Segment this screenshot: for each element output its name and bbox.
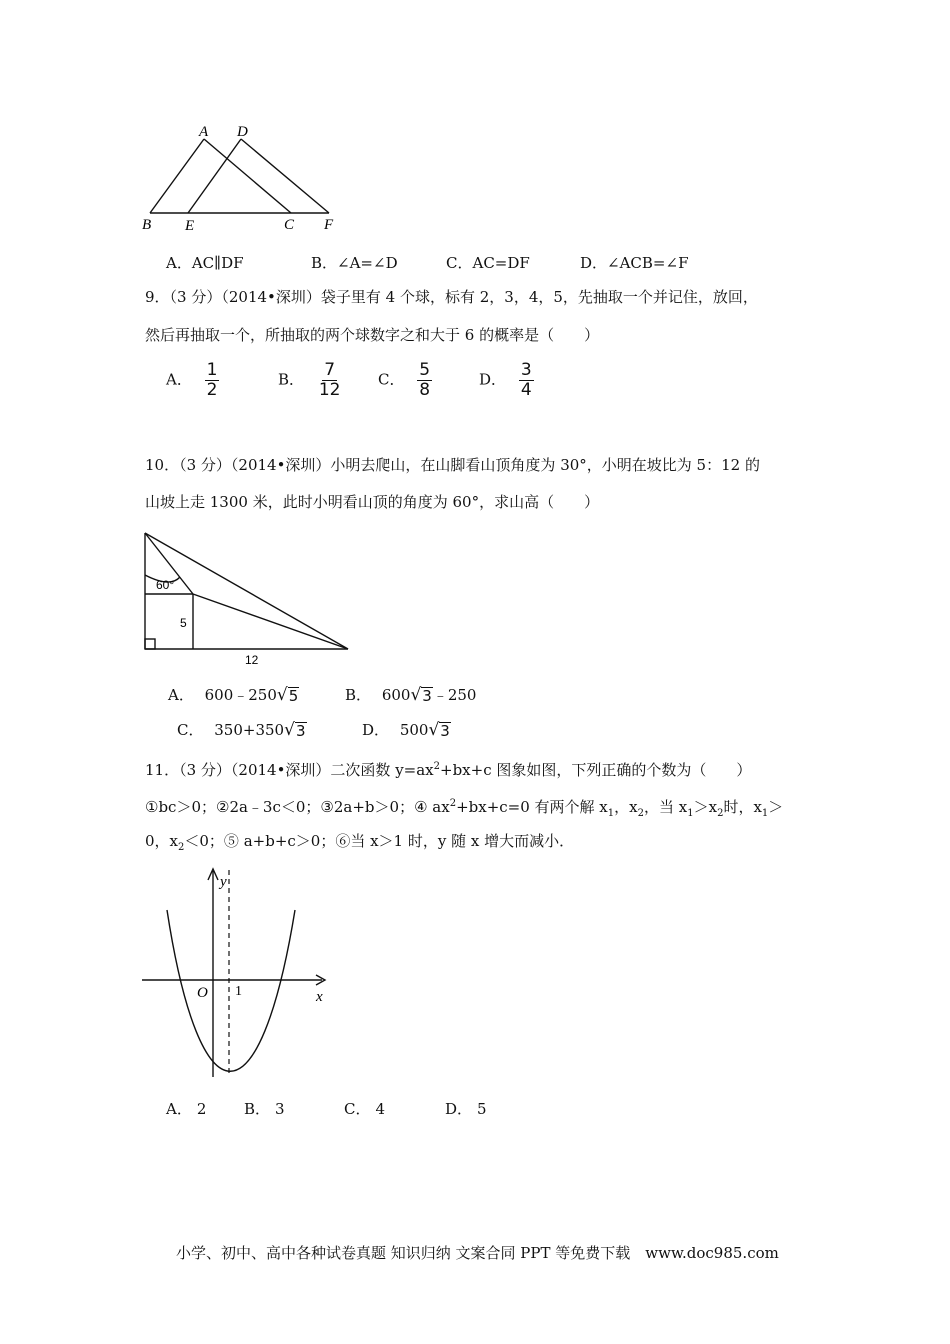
option-prefix: 500 xyxy=(399,721,429,739)
option-letter: A． xyxy=(166,1100,192,1118)
option-letter: C． xyxy=(378,370,405,389)
option-letter: A． xyxy=(166,370,192,389)
q9-line2: 然后再抽取一个，所抽取的两个球数字之和大于 6 的概率是（ ） xyxy=(145,326,600,344)
q9-option-a[interactable] xyxy=(166,361,219,400)
q8-option-d[interactable] xyxy=(580,253,688,273)
q10-option-d[interactable] xyxy=(362,719,451,740)
sqrt: √ 3 xyxy=(410,685,432,705)
fraction: $\frac{3}{4}$ xyxy=(520,360,532,400)
q11-line1: 11．（3 分）（2014•深圳）二次函数 $y=ax^2+bx+c$ 图象如图，下列正确的个数为（ ） xyxy=(145,761,752,779)
q10-option-c[interactable] xyxy=(177,719,307,740)
option-prefix: 600 xyxy=(381,686,411,704)
fraction: $\frac{7}{12}$ xyxy=(318,360,341,400)
option-letter: B． xyxy=(278,370,305,389)
sqrt: √ 3 xyxy=(428,720,450,740)
q8-option-c[interactable] xyxy=(446,253,530,273)
q11-option-d[interactable] xyxy=(445,1099,487,1119)
option-letter: B． xyxy=(311,254,338,272)
q9-option-b[interactable] xyxy=(278,361,342,400)
option-letter: D． xyxy=(362,721,390,739)
q10-line1: 10．（3 分）（2014•深圳）小明去爬山，在山脚看山顶角度为 30°，小明在坡比为 5：12 的 xyxy=(145,456,760,474)
sqrt: √ 3 xyxy=(284,720,306,740)
q11-option-c[interactable] xyxy=(344,1099,385,1119)
angle-label: 60° xyxy=(156,578,175,592)
triangles-figure xyxy=(138,118,348,238)
q11-option-a[interactable] xyxy=(166,1099,206,1119)
q8-option-a[interactable] xyxy=(166,253,244,273)
q10-option-a[interactable] xyxy=(168,684,299,705)
option-text: 3 xyxy=(275,1100,285,1118)
base-label: 12 xyxy=(245,653,259,667)
q11-option-b[interactable] xyxy=(244,1099,285,1119)
option-letter: B． xyxy=(345,686,372,704)
label-E: E xyxy=(185,218,195,234)
option-letter: D． xyxy=(580,254,608,272)
label-C: C xyxy=(284,217,295,233)
label-F: F xyxy=(324,217,334,233)
mountain-figure xyxy=(140,528,355,668)
x-axis-label: x xyxy=(316,989,323,1005)
q8-option-b[interactable] xyxy=(311,253,398,273)
side-label: 5 xyxy=(180,616,187,630)
option-text: ∠ACB=∠F xyxy=(607,254,689,272)
option-prefix: 350+350 xyxy=(214,721,285,739)
q10-option-b[interactable] xyxy=(345,684,476,705)
fraction: $\frac{1}{2}$ xyxy=(206,360,218,400)
option-text: 4 xyxy=(375,1100,386,1118)
option-text: AC∥DF xyxy=(191,254,244,272)
label-A: A xyxy=(199,124,209,140)
q11-line3: 0，$x_2<0$；⑤ a+b+c＞0；⑥当 x＞1 时，y 随 x 增大而减小． xyxy=(145,832,575,853)
option-letter: C． xyxy=(344,1100,371,1118)
option-letter: A． xyxy=(166,254,192,272)
option-letter: D． xyxy=(445,1100,473,1118)
q9-option-c[interactable] xyxy=(378,361,432,400)
option-text: 2 xyxy=(196,1100,207,1118)
option-letter: C． xyxy=(446,254,473,272)
label-D: D xyxy=(237,124,248,140)
option-text: AC=DF xyxy=(472,254,530,272)
option-prefix: 600﹣250 xyxy=(204,686,277,704)
fraction: $\frac{5}{8}$ xyxy=(419,360,431,400)
y-axis-label: y xyxy=(220,874,227,890)
option-suffix: ﹣250 xyxy=(432,686,477,704)
label-B: B xyxy=(142,217,152,233)
q9-option-d[interactable] xyxy=(479,361,534,400)
q9-line1: 9．（3 分）（2014•深圳）袋子里有 4 个球，标有 2，3，4，5，先抽取一个并记住，放回， xyxy=(145,288,758,306)
option-letter: D． xyxy=(479,370,507,389)
sqrt: √ 5 xyxy=(276,685,299,705)
q11-line2: ①bc＞0；②2a﹣3c＜0；③2a+b＞0；④ $ax^2+bx+c=0$ 有两个解 $x_1$，$x_2$，当 $x_1>x_2$时，$x_1>$ xyxy=(145,798,784,819)
footer-text: 小学、初中、高中各种试卷真题 知识归纳 文案合同 PPT 等免费下载 www.doc985.com xyxy=(176,1244,779,1262)
tick-label-1: 1 xyxy=(235,984,242,999)
q10-line2: 山坡上走 1300 米，此时小明看山顶的角度为 60°，求山高（ ） xyxy=(145,493,600,511)
origin-label: O xyxy=(197,985,208,1001)
option-text: ∠A=∠D xyxy=(337,254,398,272)
parabola-figure xyxy=(140,865,340,1085)
option-letter: B． xyxy=(244,1100,271,1118)
option-text: 5 xyxy=(477,1100,487,1118)
option-letter: C． xyxy=(177,721,204,739)
option-letter: A． xyxy=(168,686,194,704)
